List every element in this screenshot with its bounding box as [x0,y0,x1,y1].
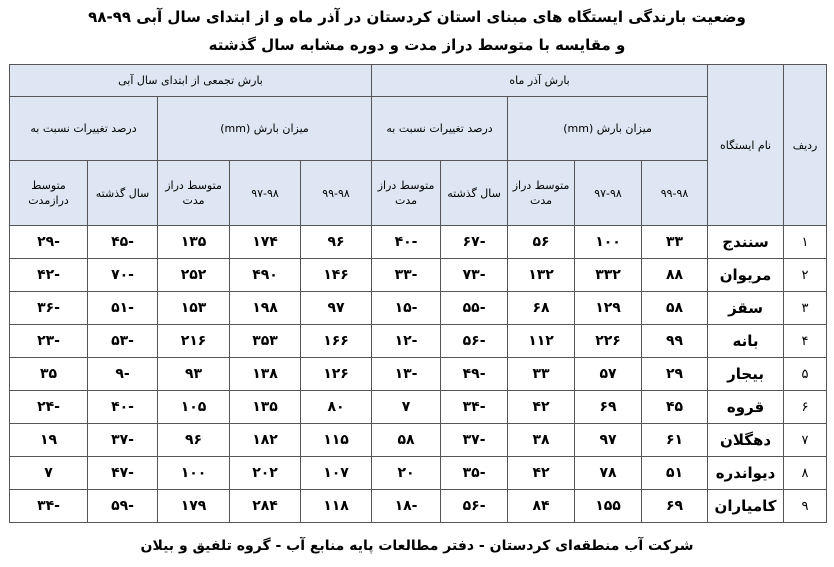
header-cum-longterm: متوسط دراز مدت [158,161,230,226]
cell-c1: ۱۱۵ [301,424,372,457]
cell-c3: ۱۳۵ [158,226,230,259]
cell-c5: -۳۶ [10,292,88,325]
cell-radif: ۷ [784,424,827,457]
cell-name: بانه [708,325,784,358]
cell-a1: ۹۹ [642,325,708,358]
header-azar-pct-longterm: متوسط دراز مدت [372,161,441,226]
cell-c4: -۵۳ [88,325,158,358]
header-cum-amount: میزان بارش (mm) [158,97,372,161]
cell-a5: ۵۸ [372,424,441,457]
cell-radif: ۴ [784,325,827,358]
cell-c2: ۴۹۰ [230,259,301,292]
cell-c3: ۱۵۳ [158,292,230,325]
cell-a1: ۴۵ [642,391,708,424]
cell-a5: -۱۵ [372,292,441,325]
table-row [10,391,827,424]
cell-c1: ۱۱۸ [301,490,372,523]
cell-a4: -۳۵ [441,457,508,490]
cell-a4: -۳۴ [441,391,508,424]
cell-a1: ۲۹ [642,358,708,391]
cell-a3: ۱۱۲ [508,325,575,358]
cell-name: دهگلان [708,424,784,457]
cell-a5: -۱۳ [372,358,441,391]
cell-c4: -۴۵ [88,226,158,259]
cell-c1: ۱۰۷ [301,457,372,490]
cell-c4: -۹ [88,358,158,391]
cell-c2: ۳۵۳ [230,325,301,358]
cell-radif: ۳ [784,292,827,325]
cell-c3: ۲۵۲ [158,259,230,292]
cell-a4: -۵۶ [441,325,508,358]
cell-name: کامیاران [708,490,784,523]
cell-a2: ۳۳۲ [575,259,642,292]
cell-a1: ۵۸ [642,292,708,325]
cell-c5: -۴۲ [10,259,88,292]
cell-a2: ۱۵۵ [575,490,642,523]
cell-c3: ۹۶ [158,424,230,457]
cell-a2: ۷۸ [575,457,642,490]
cell-c4: -۷۰ [88,259,158,292]
header-azar-amount: میزان بارش (mm) [508,97,708,161]
cell-name: سقز [708,292,784,325]
cell-a5: -۱۲ [372,325,441,358]
cell-a4: -۴۹ [441,358,508,391]
cell-c1: ۱۲۶ [301,358,372,391]
cell-radif: ۶ [784,391,827,424]
cell-a2: ۶۹ [575,391,642,424]
cell-name: بیجار [708,358,784,391]
header-radif: ردیف [784,65,827,226]
header-cum-pct: درصد تغییرات نسبت به [10,97,158,161]
header-cum-9998: ۹۹-۹۸ [301,161,372,226]
cell-c1: ۱۶۶ [301,325,372,358]
cell-a4: -۷۳ [441,259,508,292]
header-cum-9897: ۹۷-۹۸ [230,161,301,226]
cell-c3: ۱۰۵ [158,391,230,424]
cell-a1: ۸۸ [642,259,708,292]
cell-a3: ۸۴ [508,490,575,523]
cell-a5: ۲۰ [372,457,441,490]
table-row [10,226,827,259]
header-cum-pct-longterm: متوسط درازمدت [10,161,88,226]
cell-name: مریوان [708,259,784,292]
cell-c1: ۹۷ [301,292,372,325]
cell-a1: ۶۹ [642,490,708,523]
cell-a2: ۹۷ [575,424,642,457]
cell-a4: -۳۷ [441,424,508,457]
title-line-2: و مقایسه با متوسط دراز مدت و دوره مشابه سال گذشته [208,36,626,54]
table-row [10,457,827,490]
cell-c1: ۱۴۶ [301,259,372,292]
cell-a3: ۳۳ [508,358,575,391]
cell-c2: ۱۷۴ [230,226,301,259]
cell-a4: -۵۵ [441,292,508,325]
cell-a3: ۶۸ [508,292,575,325]
cell-a3: ۵۶ [508,226,575,259]
cell-c5: -۲۴ [10,391,88,424]
cell-c3: ۹۳ [158,358,230,391]
header-azar-9998: ۹۹-۹۸ [642,161,708,226]
cell-c5: ۱۹ [10,424,88,457]
cell-name: دیواندره [708,457,784,490]
cell-c4: -۵۱ [88,292,158,325]
cell-c3: ۱۷۹ [158,490,230,523]
cell-a5: -۱۸ [372,490,441,523]
table-row [10,292,827,325]
footer-credit: شرکت آب منطقه‌ای کردستان - دفتر مطالعات پایه منابع آب - گروه تلفیق و بیلان [140,538,694,554]
header-station: نام ایستگاه [708,65,784,226]
cell-a2: ۱۰۰ [575,226,642,259]
table-row [10,325,827,358]
cell-radif: ۸ [784,457,827,490]
cell-c4: -۴۰ [88,391,158,424]
cell-a5: -۴۰ [372,226,441,259]
cell-c5: ۳۵ [10,358,88,391]
cell-a2: ۱۲۹ [575,292,642,325]
cell-name: قروه [708,391,784,424]
table-body [10,226,827,523]
table-row [10,358,827,391]
header-azar-9897: ۹۷-۹۸ [575,161,642,226]
table-row [10,490,827,523]
header-cum-lastyear: سال گذشته [88,161,158,226]
header-azar-group: بارش آذر ماه [372,65,708,97]
table-row [10,259,827,292]
cell-c2: ۱۹۸ [230,292,301,325]
header-azar-lastyear: سال گذشته [441,161,508,226]
cell-c3: ۱۰۰ [158,457,230,490]
cell-a5: ۷ [372,391,441,424]
cell-a2: ۵۷ [575,358,642,391]
cell-a3: ۴۲ [508,391,575,424]
cell-radif: ۹ [784,490,827,523]
cell-c2: ۲۸۴ [230,490,301,523]
title-line-1: وضعیت بارندگی ایستگاه های مبنای استان کردستان در آذر ماه و از ابتدای سال آبی ۹۹-۹۸ [88,8,746,26]
cell-a5: -۳۳ [372,259,441,292]
cell-c1: ۸۰ [301,391,372,424]
cell-c3: ۲۱۶ [158,325,230,358]
cell-a4: -۵۶ [441,490,508,523]
cell-a3: ۴۲ [508,457,575,490]
cell-a1: ۶۱ [642,424,708,457]
cell-a2: ۲۲۶ [575,325,642,358]
cell-c2: ۲۰۲ [230,457,301,490]
cell-a3: ۱۳۲ [508,259,575,292]
cell-radif: ۲ [784,259,827,292]
cell-c5: -۳۴ [10,490,88,523]
table-row [10,424,827,457]
cell-c2: ۱۸۲ [230,424,301,457]
cell-radif: ۵ [784,358,827,391]
cell-c4: -۴۷ [88,457,158,490]
cell-a4: -۶۷ [441,226,508,259]
cell-c5: -۲۹ [10,226,88,259]
cell-c1: ۹۶ [301,226,372,259]
cell-c5: -۲۳ [10,325,88,358]
cell-a1: ۵۱ [642,457,708,490]
header-azar-longterm: متوسط دراز مدت [508,161,575,226]
cell-c2: ۱۳۵ [230,391,301,424]
cell-a3: ۳۸ [508,424,575,457]
cell-name: سنندج [708,226,784,259]
cell-a1: ۳۳ [642,226,708,259]
cell-c4: -۳۷ [88,424,158,457]
cell-c5: ۷ [10,457,88,490]
cell-c2: ۱۳۸ [230,358,301,391]
header-azar-pct: درصد تغییرات نسبت به [372,97,508,161]
cell-c4: -۵۹ [88,490,158,523]
cell-radif: ۱ [784,226,827,259]
header-cumulative-group: بارش تجمعی از ابتدای سال آبی [10,65,372,97]
rainfall-table [9,64,827,523]
